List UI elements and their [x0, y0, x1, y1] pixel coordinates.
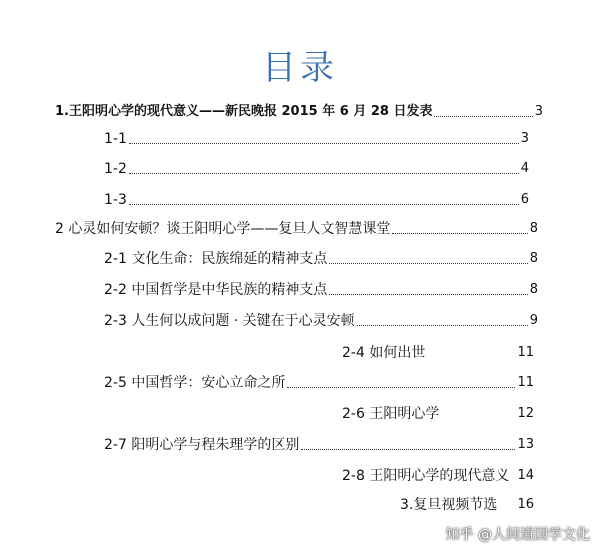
toc-leader-dots: [329, 262, 527, 264]
toc-entry[interactable]: [104, 130, 529, 148]
toc-entry[interactable]: [342, 344, 534, 362]
toc-leader-dots: [129, 142, 519, 144]
toc-entry[interactable]: [104, 312, 538, 330]
toc-entry[interactable]: [104, 191, 529, 209]
toc-entry-text: 2-1 文化生命：民族绵延的精神支点: [104, 251, 328, 267]
toc-leader-dots: [434, 115, 532, 117]
toc-entry-text: 2-8 王阳明心学的现代意义: [342, 468, 510, 484]
toc-entry-text: 2-6 王阳明心学: [342, 406, 440, 422]
toc-entry[interactable]: [55, 103, 543, 121]
toc-entry[interactable]: [55, 220, 538, 238]
toc-entry-text: 2-3 人生何以成问题 · 关键在于心灵安顿: [104, 313, 355, 329]
toc-leader-dots: [287, 386, 515, 388]
toc-entry[interactable]: [342, 405, 534, 423]
toc-page-number: 8: [529, 251, 538, 266]
toc-page-number: 11: [517, 375, 534, 390]
toc-entry[interactable]: [104, 374, 534, 392]
toc-leader-dots: [129, 203, 519, 205]
toc-page-number: 4: [520, 161, 529, 176]
toc-entry[interactable]: [104, 281, 538, 299]
toc-page-number: 3: [534, 104, 543, 119]
toc-entry[interactable]: [104, 160, 529, 178]
toc-leader-dots: [301, 448, 515, 450]
toc-page-number: 3: [520, 131, 529, 146]
toc-entry-text: 2-7 阳明心学与程朱理学的区别: [104, 437, 300, 453]
toc-entry-text: 1-2: [104, 161, 127, 177]
toc-entry-text: 2 心灵如何安顿？谈王阳明心学——复旦人文智慧课堂: [55, 221, 391, 237]
toc-entry[interactable]: [104, 250, 538, 268]
toc-entry-text: 3.复旦视频节选: [400, 497, 498, 513]
toc-page-number: 6: [520, 192, 529, 207]
toc-page-number: 11: [517, 345, 534, 360]
toc-page-number: 8: [529, 221, 538, 236]
toc-page-number: 13: [517, 437, 534, 452]
toc-leader-dots: [357, 324, 528, 326]
toc-title: 目录: [262, 48, 338, 88]
toc-page-number: 9: [529, 313, 538, 328]
toc-leader-dots: [329, 293, 527, 295]
toc-entry[interactable]: [342, 467, 534, 485]
toc-page-number: 16: [517, 497, 534, 512]
toc-page-number: 8: [529, 282, 538, 297]
toc-entry-text: 1-3: [104, 192, 127, 208]
toc-entry[interactable]: [104, 436, 534, 454]
toc-entry-text: 2-5 中国哲学：安心立命之所: [104, 375, 286, 391]
toc-page-number: 14: [517, 468, 534, 483]
toc-page-number: 12: [517, 406, 534, 421]
toc-entry[interactable]: [400, 496, 534, 514]
toc-entry-text: 2-4 如何出世: [342, 345, 426, 361]
toc-entry-text: 1-1: [104, 131, 127, 147]
watermark: 知乎 @人间道国学文化: [445, 527, 590, 543]
toc-leader-dots: [392, 232, 527, 234]
toc-entry-text: 1.王阳明心学的现代意义——新民晚报 2015 年 6 月 28 日发表: [55, 104, 433, 119]
toc-leader-dots: [129, 172, 519, 174]
toc-entry-text: 2-2 中国哲学是中华民族的精神支点: [104, 282, 328, 298]
